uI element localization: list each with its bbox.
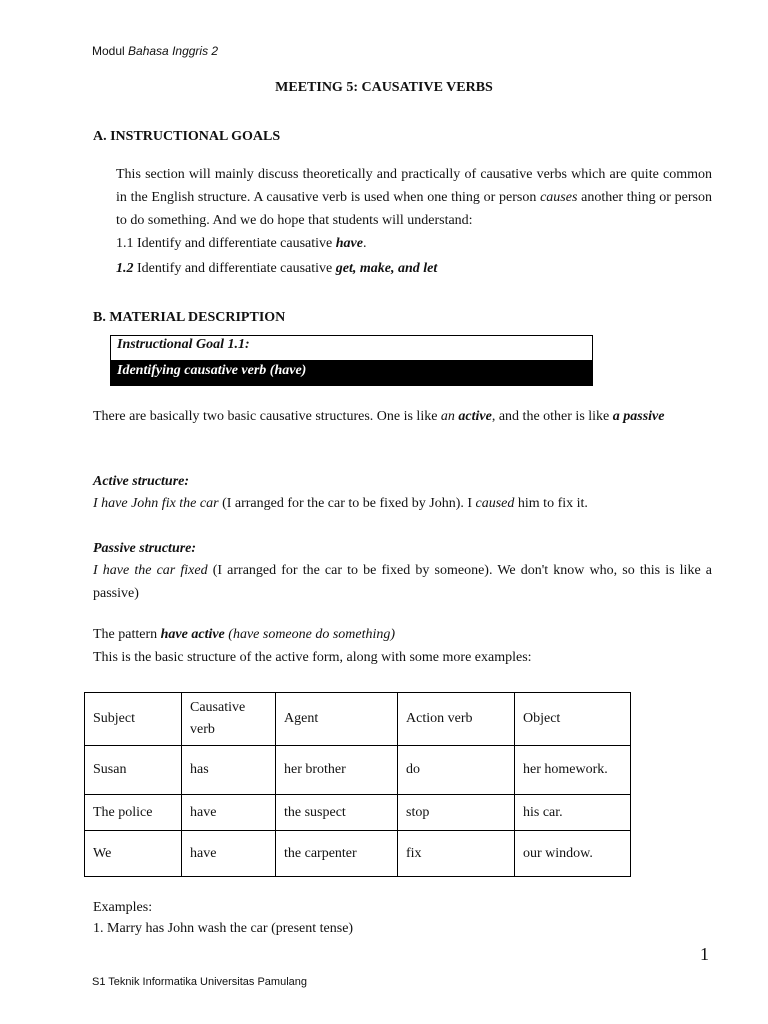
active-heading-text: Active structure: [93, 474, 190, 489]
structures-an: an [440, 409, 459, 424]
example-item: 1. Marry has John wash the car (present tense) [93, 921, 354, 936]
section-a-heading: A. INSTRUCTIONAL GOALS [93, 129, 281, 144]
table-cell: fix [398, 831, 515, 877]
goal-item-1 [116, 232, 712, 255]
page-header [92, 44, 218, 58]
intro-text: This section will mainly discuss theoretically and practically of causative verbs which are quite common in the English structure. A causative verb is used when one thing or person [116, 167, 712, 205]
goal-1-end: . [362, 236, 367, 251]
examples-label: Examples: [93, 900, 153, 915]
active-example-text: (I arranged for the car to be fixed by John). I [218, 496, 476, 511]
pattern-text: The pattern [93, 627, 161, 642]
passive-example-text: (I arranged for the car to be fixed by someone). We don't know who, so this is like a passive) [93, 563, 713, 601]
structures-paragraph [93, 405, 712, 428]
intro-paragraph [116, 163, 712, 232]
passive-example-italic: I have the car fixed [93, 563, 208, 578]
table-header-cell: Action verb [398, 693, 515, 746]
goal-2-keyword: get, make, and let [335, 261, 438, 276]
page-title: MEETING 5: CAUSATIVE VERBS [275, 80, 493, 95]
goal-box-title: Instructional Goal 1.1: [117, 337, 250, 352]
table-cell: the carpenter [276, 831, 398, 877]
instructional-goal-box [110, 335, 593, 386]
table-cell: has [182, 746, 276, 795]
table-cell: have [182, 831, 276, 877]
table-header-cell: Subject [85, 693, 182, 746]
structures-active: active [458, 409, 492, 424]
active-structure-heading [93, 471, 189, 493]
table-header-cell: Object [515, 693, 631, 746]
table-header-row [85, 693, 631, 746]
active-example-end: him to fix it. [514, 496, 588, 511]
table-cell: The police [85, 795, 182, 831]
active-caused: caused [475, 496, 515, 511]
table-cell: his car. [515, 795, 631, 831]
table-header-cell: Causative verb [182, 693, 276, 746]
pattern-description: This is the basic structure of the active form, along with some more examples: [93, 650, 532, 665]
passive-structure-example [93, 559, 712, 605]
goal-1-number: 1.1 [116, 236, 134, 251]
intro-text-2: another thing or person to do something. And we do hope that students will understand: [116, 190, 712, 228]
passive-heading-text: Passive structure: [93, 541, 197, 556]
causative-table [84, 692, 631, 877]
header-course: Bahasa Inggris 2 [128, 44, 219, 58]
pattern-line [93, 624, 395, 646]
goal-item-2 [116, 257, 712, 280]
passive-structure-heading [93, 538, 196, 560]
table-row [85, 746, 631, 795]
table-cell: her homework. [515, 746, 631, 795]
structures-passive: a passive [612, 409, 665, 424]
active-example-italic: I have John fix the car [93, 496, 219, 511]
table-cell: We [85, 831, 182, 877]
goal-2-text: Identify and differentiate causative [133, 261, 336, 276]
table-cell: our window. [515, 831, 631, 877]
table-row [85, 795, 631, 831]
active-structure-example [93, 493, 588, 515]
goal-1-keyword: have [335, 236, 363, 251]
table-header-cell: Agent [276, 693, 398, 746]
table-cell: do [398, 746, 515, 795]
table-cell: her brother [276, 746, 398, 795]
section-b-heading: B. MATERIAL DESCRIPTION [93, 310, 286, 325]
page-number: 1 [700, 944, 709, 964]
table-cell: stop [398, 795, 515, 831]
table-row [85, 831, 631, 877]
table-cell: have [182, 795, 276, 831]
table-cell: Susan [85, 746, 182, 795]
pattern-have-active: have active [160, 627, 225, 642]
structures-text-2: , and the other is like [491, 409, 613, 424]
goal-1-text: Identify and differentiate causative [133, 236, 336, 251]
table-cell: the suspect [276, 795, 398, 831]
intro-causes: causes [540, 190, 578, 205]
page-footer: S1 Teknik Informatika Universitas Pamulang [92, 976, 308, 988]
header-module: Modul [92, 44, 129, 58]
goal-2-number: 1.2 [116, 261, 134, 276]
structures-text: There are basically two basic causative structures. One is like [93, 409, 441, 424]
goal-box-subtitle: Identifying causative verb (have) [111, 360, 592, 385]
pattern-italic: (have someone do something) [224, 627, 396, 642]
